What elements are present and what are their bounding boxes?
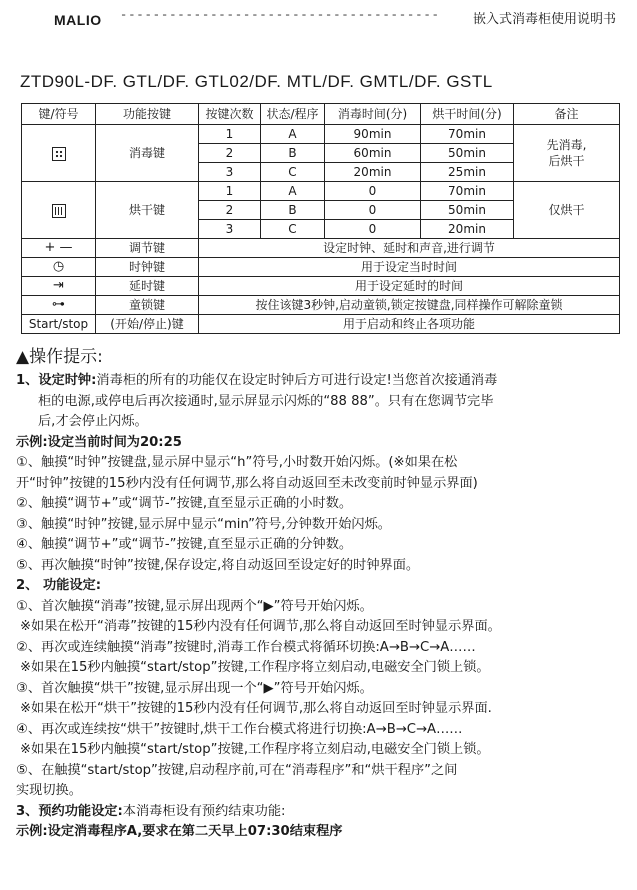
table-row: ⇥ 延时键 用于设定延时的时间: [22, 277, 620, 296]
table-row: 消毒键 1 A 90min 70min 先消毒, 后烘干: [22, 125, 620, 144]
table-header: 按键次数: [199, 104, 261, 125]
table-row: 3 C 0 20min: [22, 220, 620, 239]
brand-logo: MALIO: [54, 12, 102, 28]
dry-key-label: 烘干键: [96, 182, 199, 239]
section-reservation: 3、预约功能设定:本消毒柜设有预约结束功能:: [16, 803, 286, 819]
delay-icon: ⇥: [22, 277, 96, 296]
document-title: 嵌入式消毒柜使用说明书: [472, 12, 616, 27]
instructions: ▲操作提示: 1、设定时钟:消毒柜的所有的功能仅在设定时钟后方可进行设定!当您首次接通消毒 柜的电源,或停电后再次接通时,显示屏显示闪烁的“88 88”。只有在您调节完毕 后,才会停止闪烁。 示例:设定当前时间为20:25 ①、触摸“时钟”按键盘,显示屏中显示“h”符号,小时数开始闪烁。(※如果在松 开“时钟”按键的15秒内没有任何调节,那么将自动返回至未改变前时钟显示界面) ②、触摸“调节+”或“调节-”按键,直至显示正确的小时数。 ③、触摸“时钟”按键,显示屏中显示“min”符号,分钟数开始闪烁。 ④、触摸“调节+”或“调节-”按键,直至显示正确的分钟数。 ⑤、再次触摸“时钟”按键,保存设定,将自动返回至设定好的时钟界面。 2、 功能设定: ①、首次触摸“消毒”按键,显示屏出现两个“▶”符号开始闪烁。 ※如果在松开“消毒”按键的15秒内没有任何调节,那么将自动返回至时钟显示界面。 ②、再次或连续触摸“消毒”按键时,消毒工作台模式将循环切换:A→B→C→A…… ※如果在15秒内触摸“start/stop”按键,工作程序将立刻启动,电磁安全门锁上锁。 ③、首次触摸“烘干”按键,显示屏出现一个“▶”符号开始闪烁。 ※如果在松开“烘干”按键的15秒内没有任何调节,那么将自动返回至时钟显示界面. ④、再次或连续按“烘干”按键时,烘干工作台模式将进行切换:A→B→C→A…… ※如果在15秒内触摸“start/stop”按键,工作程序将立刻启动,电磁安全门锁上锁。 ⑤、在触摸“start/stop”按键,启动程序前,可在“消毒程序”和“烘干程序”之间 实现切换。 3、预约功能设定:本消毒柜设有预约结束功能: 示例:设定消毒程序A,要求在第二天早上07:30结束程序: [16, 345, 622, 843]
table-row: 2 B 60min 50min: [22, 144, 620, 163]
table-header-row: [22, 104, 620, 125]
adjust-icon: + —: [22, 239, 96, 258]
disinfect-icon: [52, 147, 66, 161]
header-dashes: ---------------------------------------: [120, 8, 440, 22]
table-header: 功能按键: [96, 104, 199, 125]
table-header: 烘干时间(分): [421, 104, 514, 125]
model-numbers: ZTD90L-DF. GTL/DF. GTL02/DF. MTL/DF. GMTL/DF. GSTL: [20, 72, 493, 91]
table-row: 3 C 20min 25min: [22, 163, 620, 182]
table-row: Start/stop (开始/停止)键 用于启动和终止各项功能: [22, 315, 620, 334]
table-row: + — 调节键 设定时钟、延时和声音,进行调节: [22, 239, 620, 258]
example-heading: 示例:设定当前时间为20:25: [16, 434, 182, 450]
dry-remark: 仅烘干: [514, 182, 620, 239]
start-stop-symbol: Start/stop: [22, 315, 96, 334]
function-table: [21, 103, 620, 334]
disinfect-key-label: 消毒键: [96, 125, 199, 182]
dry-icon-cell: [22, 182, 96, 239]
table-row: 烘干键 1 A 0 70min 仅烘干: [22, 182, 620, 201]
clock-icon: ◷: [22, 258, 96, 277]
section-clock: 1、设定时钟:消毒柜的所有的功能仅在设定时钟后方可进行设定!当您首次接通消毒: [16, 373, 498, 388]
table-header: 状态/程序: [261, 104, 325, 125]
table-row: ◷ 时钟键 用于设定当时时间: [22, 258, 620, 277]
section-function: 2、 功能设定:: [16, 578, 101, 593]
table-row: ⊶ 童锁键 按住该键3秒钟,启动童锁,锁定按键盘,同样操作可解除童锁: [22, 296, 620, 315]
tips-heading: ▲操作提示:: [16, 347, 103, 367]
dry-icon: [52, 204, 66, 218]
page-header: [20, 8, 620, 30]
key-lock-icon: ⊶: [22, 296, 96, 315]
table-row: 2 B 0 50min: [22, 201, 620, 220]
table-header: 键/符号: [22, 104, 96, 125]
disinfect-icon-cell: [22, 125, 96, 182]
example-reservation: 示例:设定消毒程序A,要求在第二天早上07:30结束程序: [16, 824, 343, 839]
disinfect-remark: 先消毒, 后烘干: [514, 125, 620, 182]
table-header: 备注: [514, 104, 620, 125]
table-header: 消毒时间(分): [325, 104, 421, 125]
